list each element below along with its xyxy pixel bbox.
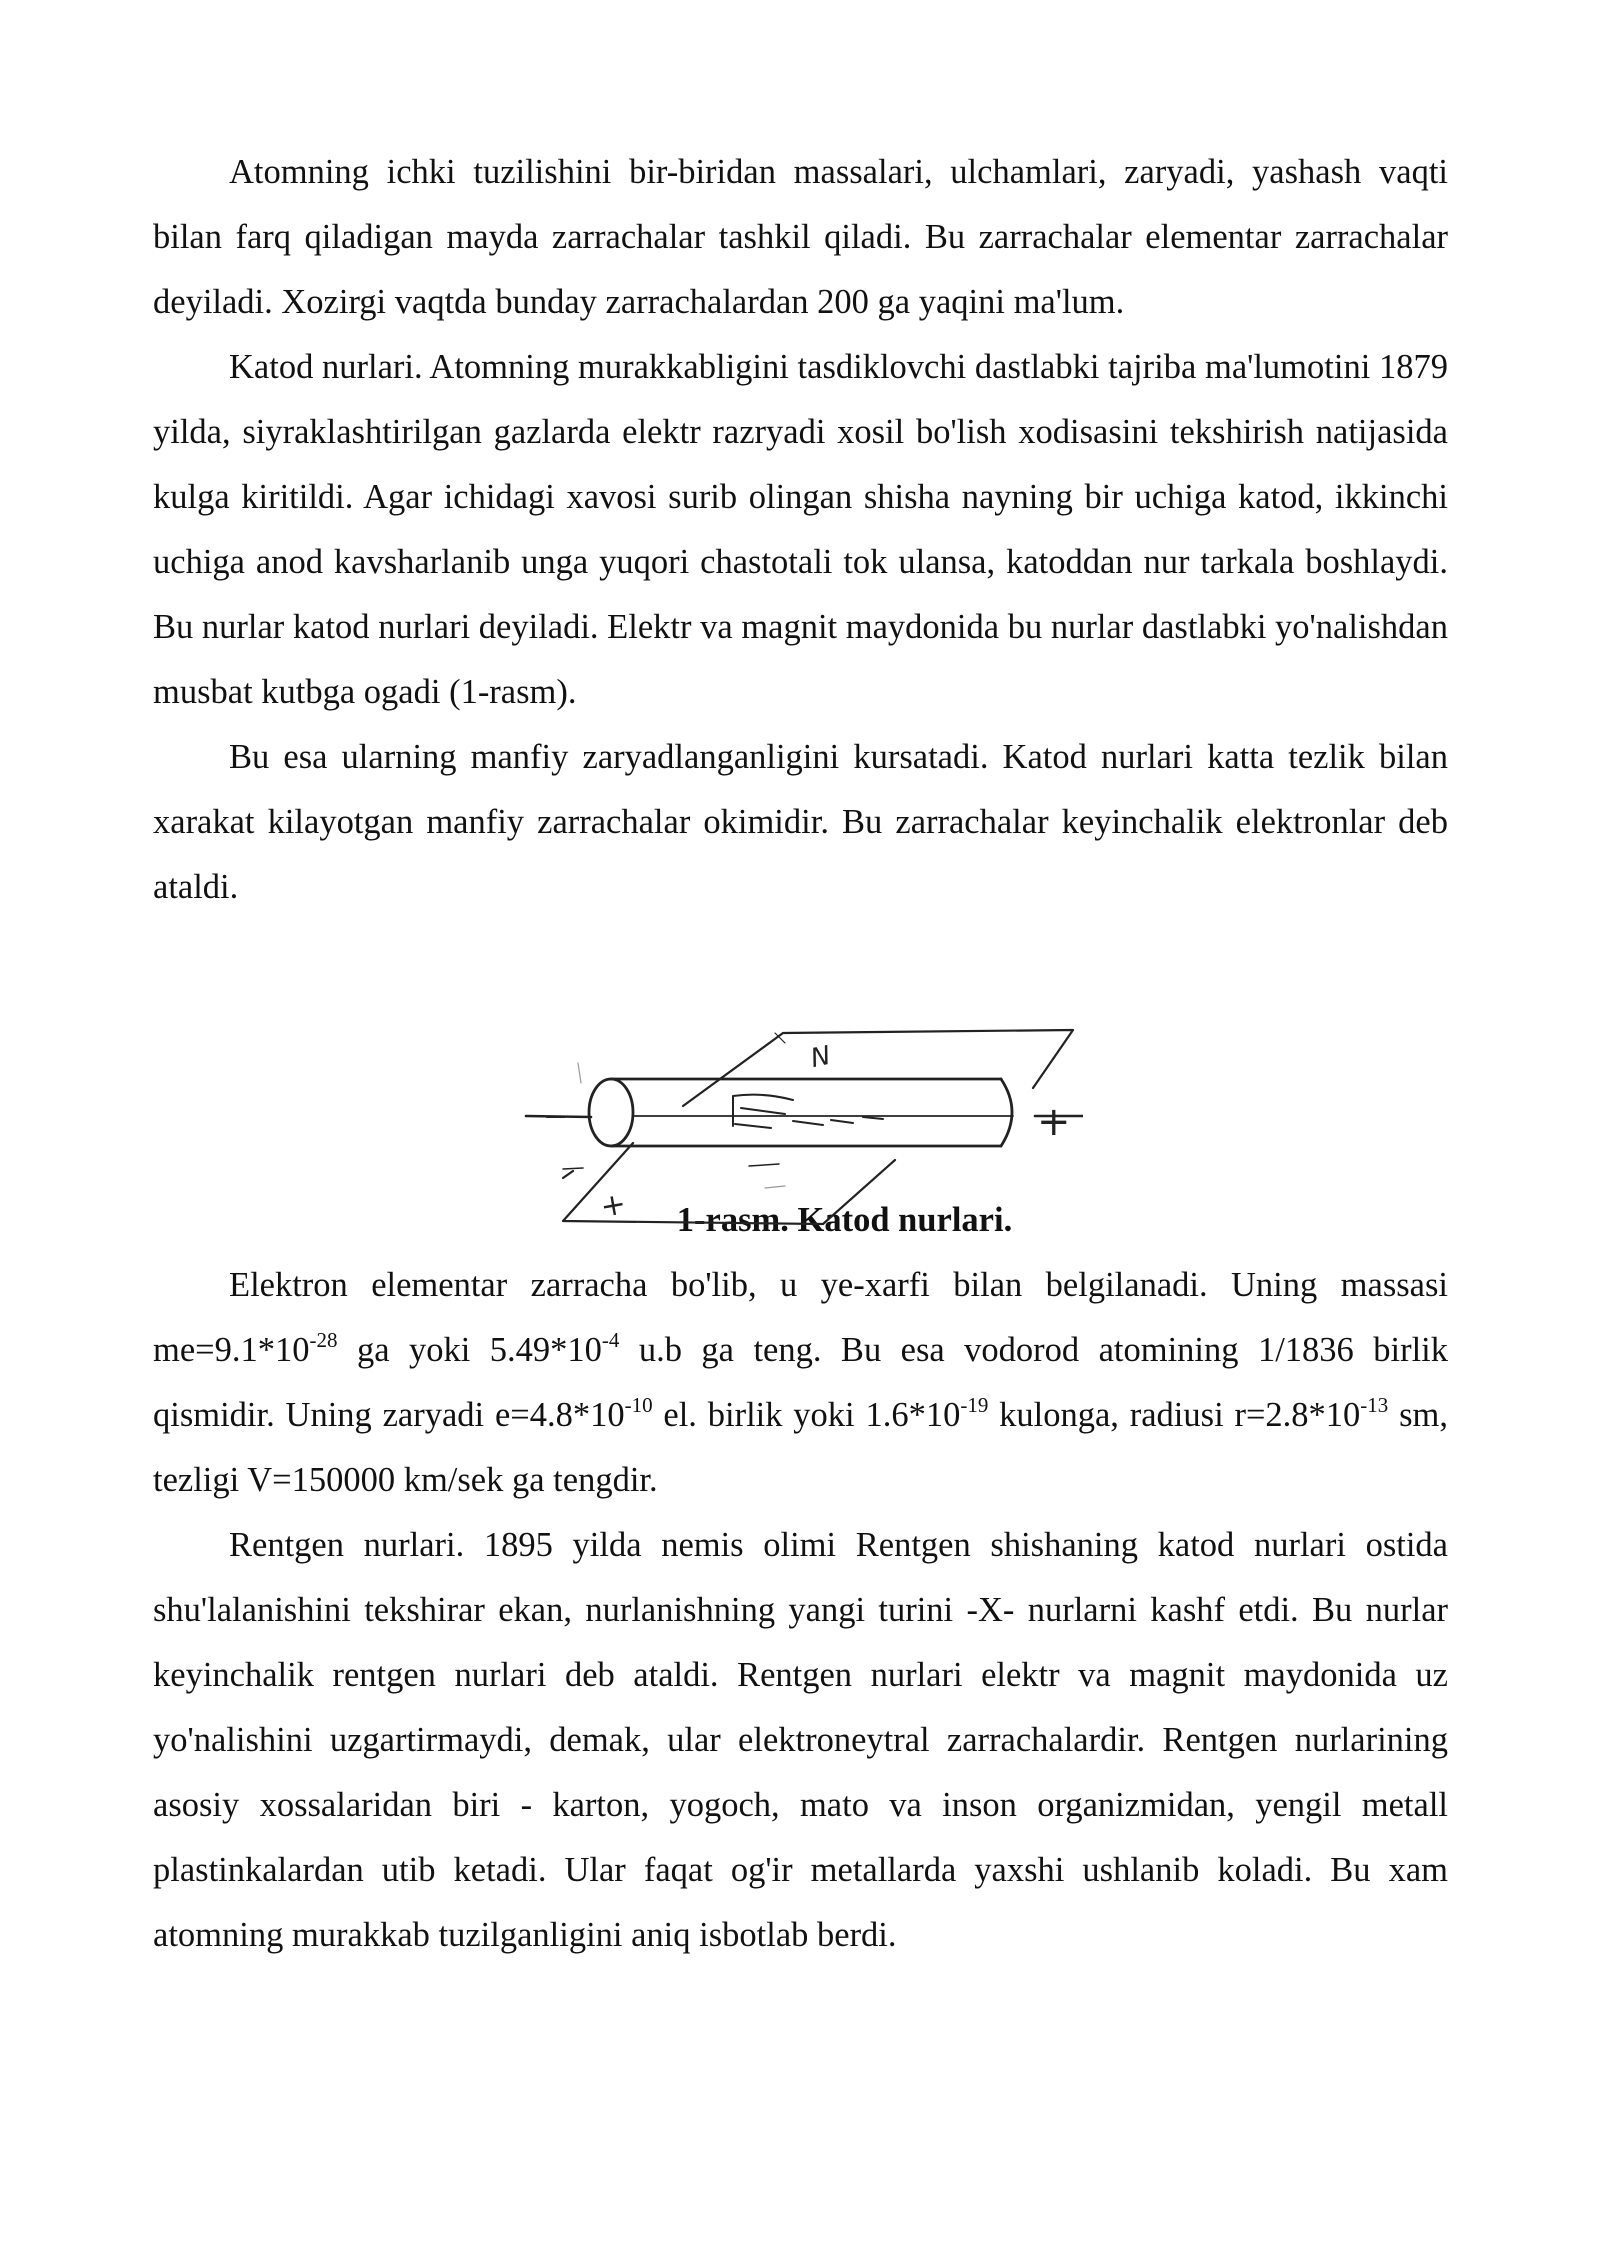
electron-text-4: el. birlik yoki 1.6*10 bbox=[652, 1396, 961, 1434]
paragraph-intro: Atomning ichki tuzilishini bir-biridan massalari, ulchamlari, zaryadi, yashash vaqti bilan farq qiladigan mayda zarrachalar tashkil qiladi. Bu zarrachalar elementar zarrachalar deyiladi. Xozirgi vaqtda bunday zarrachalardan 200 ga yaqini ma'lum. bbox=[153, 153, 1448, 321]
exponent-mass-amu: -4 bbox=[601, 1328, 620, 1352]
figure-caption: 1-rasm. Katod nurlari. bbox=[676, 1201, 1013, 1239]
paragraph-xray: Rentgen nurlari. 1895 yilda nemis olimi Rentgen shishaning katod nurlari ostida shu'lalanishini tekshirar ekan, nurlanishning yangi turini -X- nurlarni kashf etdi. Bu nurlar keyinchalik rentgen nurlari deb ataldi. Rentgen nurlari elektr va magnit maydonida uz yo'nalishini uzgartirmaydi, demak, ular elektroneytral zarrachalardir. Rentgen nurlarining asosiy xossalaridan biri - karton, yogoch, mato va inson organizmidan, yengil metall plastinkalardan utib ketadi. Ular faqat og'ir metallarda yaxshi ushlanib koladi. Bu xam atomning murakkab tuzilganligini aniq isbotlab berdi. bbox=[153, 1526, 1448, 1954]
cathode-tube-drawing bbox=[523, 1028, 1083, 1228]
paragraph-cathode-rays: Katod nurlari. Atomning murakkabligini tasdiklovchi dastlabki tajriba ma'lumotini 1879 yilda, siyraklashtirilgan gazlarda elektr razryadi xosil bo'lish xodisasini tekshirish natijasida kulga kiritildi. Agar ichidagi xavosi surib olingan shisha nayning bir uchiga katod, ikkinchi uchiga anod kavsharlanib unga yuqori chastotali tok ulansa, katoddan nur tarkala boshlaydi. Bu nurlar katod nurlari deyiladi. Elektr va magnit maydonida bu nurlar dastlabki yo'nalishdan musbat kutbga ogadi (1-rasm). bbox=[153, 348, 1448, 711]
electron-text-3: u.b ga teng. Bu esa vodorod atomining 1/1836 birlik qismidir. Uning zaryadi e=4.8*10 bbox=[153, 1331, 1448, 1434]
exponent-radius: -13 bbox=[1360, 1393, 1389, 1417]
cathode-ray bbox=[733, 1095, 883, 1128]
exponent-charge-esu: -10 bbox=[624, 1393, 653, 1417]
label-south-plus: + bbox=[597, 1186, 629, 1225]
paragraph-electron bbox=[153, 1253, 1448, 1513]
exponent-mass-grams: -28 bbox=[309, 1328, 338, 1352]
electron-text-6: sm, tezligi V=150000 km/sek ga tengdir. bbox=[153, 1396, 1448, 1499]
paragraph-negative-charge: Bu esa ularning manfiy zaryadlanganligini kursatadi. Katod nurlari katta tezlik bilan xarakat kilayotgan manfiy zarrachalar okimidir. Bu zarrachalar keyinchalik elektronlar deb ataldi. bbox=[153, 738, 1448, 906]
exponent-charge-coulomb: -19 bbox=[960, 1393, 989, 1417]
electron-text-1: Elektron elementar zarracha bo'lib, u ye-xarfi bilan belgilanadi. Uning massasi me=9.1*10 bbox=[153, 1266, 1448, 1369]
label-north: N bbox=[808, 1040, 834, 1075]
label-plus: + bbox=[1037, 1099, 1071, 1145]
glass-tube bbox=[611, 1079, 1001, 1146]
document-body bbox=[153, 140, 1448, 1968]
electron-text-2: ga yoki 5.49*10 bbox=[337, 1331, 602, 1369]
electron-text-5: kulonga, radiusi r=2.8*10 bbox=[988, 1396, 1361, 1434]
label-minus: − bbox=[543, 1099, 569, 1134]
